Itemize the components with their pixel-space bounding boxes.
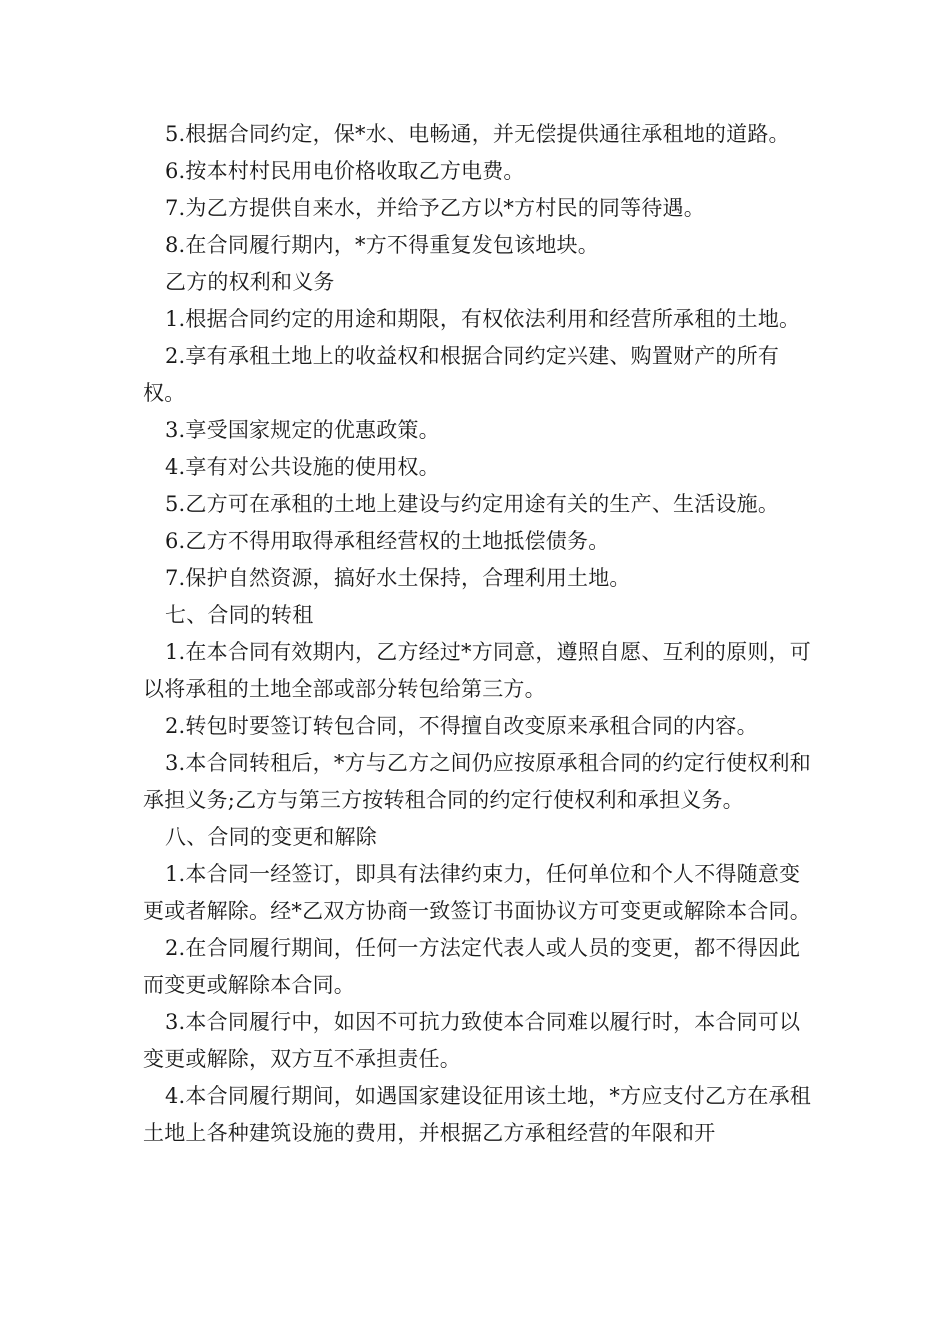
clause-paragraph: 3.享受国家规定的优惠政策。 <box>165 418 440 442</box>
clause-paragraph: 2.转包时要签订转包合同，不得擅自改变原来承租合同的内容。 <box>165 714 758 738</box>
clause-paragraph: 1.在本合同有效期内，乙方经过*方同意，遵照自愿、互利的原则，可以将承租的土地全部或部分转包给第三方。 <box>143 640 811 701</box>
clause-paragraph: 3.本合同转租后，*方与乙方之间仍应按原承租合同的约定行使权利和承担义务;乙方与第三方按转租合同的约定行使权利和承担义务。 <box>143 751 811 812</box>
clause-paragraph: 6.按本村村民用电价格收取乙方电费。 <box>165 159 525 183</box>
clause-paragraph: 7.为乙方提供自来水，并给予乙方以*方村民的同等待遇。 <box>165 196 705 220</box>
clause-paragraph: 3.本合同履行中，如因不可抗力致使本合同难以履行时，本合同可以变更或解除，双方互不承担责任。 <box>143 1010 801 1071</box>
clause-paragraph: 2.享有承租土地上的收益权和根据合同约定兴建、购置财产的所有权。 <box>143 344 780 405</box>
clause-paragraph: 1.根据合同约定的用途和期限，有权依法利用和经营所承租的土地。 <box>165 307 801 331</box>
clause-paragraph: 8.在合同履行期内，*方不得重复发包该地块。 <box>165 233 599 257</box>
clause-paragraph: 6.乙方不得用取得承租经营权的土地抵偿债务。 <box>165 529 610 553</box>
section-heading: 八、合同的变更和解除 <box>165 825 377 849</box>
section-heading: 乙方的权利和义务 <box>165 270 335 294</box>
document-body <box>143 116 813 1152</box>
clause-paragraph: 4.享有对公共设施的使用权。 <box>165 455 440 479</box>
clause-paragraph: 4.本合同履行期间，如遇国家建设征用该土地，*方应支付乙方在承租土地上各种建筑设施的费用，并根据乙方承租经营的年限和开 <box>143 1084 811 1145</box>
section-heading: 七、合同的转租 <box>165 603 314 627</box>
clause-paragraph: 5.根据合同约定，保*水、电畅通，并无偿提供通往承租地的道路。 <box>165 122 790 146</box>
clause-paragraph: 1.本合同一经签订，即具有法律约束力，任何单位和个人不得随意变更或者解除。经*乙双方协商一致签订书面协议方可变更或解除本合同。 <box>143 862 811 923</box>
clause-paragraph: 5.乙方可在承租的土地上建设与约定用途有关的生产、生活设施。 <box>165 492 780 516</box>
clause-paragraph: 7.保护自然资源，搞好水土保持，合理利用土地。 <box>165 566 631 590</box>
clause-paragraph: 2.在合同履行期间，任何一方法定代表人或人员的变更，都不得因此而变更或解除本合同。 <box>143 936 801 997</box>
